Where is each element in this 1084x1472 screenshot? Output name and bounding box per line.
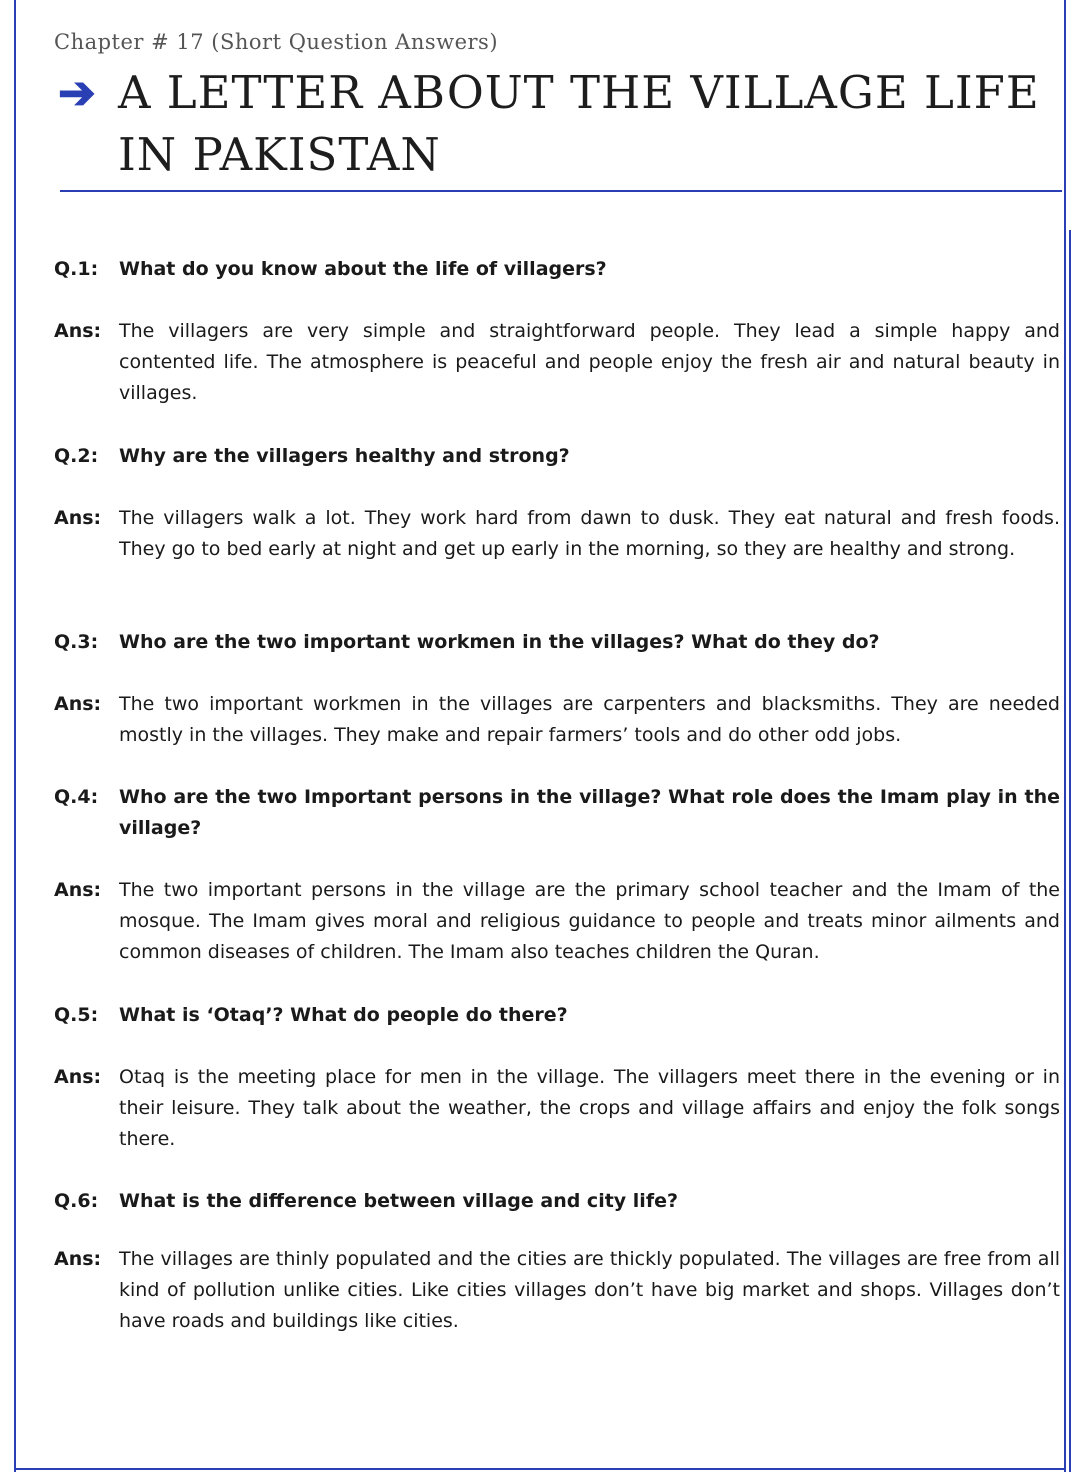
- title-line-1: [58, 62, 1040, 124]
- question-label: Q.2:: [54, 445, 99, 467]
- answer-2: [54, 503, 1060, 565]
- question-label: Q.4:: [54, 786, 99, 808]
- chapter-heading: Chapter # 17 (Short Question Answers): [54, 30, 499, 54]
- question-text: Who are the two important workmen in the villages? What do they do?: [119, 631, 880, 653]
- answer-5: [54, 1062, 1060, 1155]
- title-divider: [60, 190, 1062, 192]
- answer-label: Ans:: [54, 507, 102, 529]
- answer-6: [54, 1244, 1060, 1337]
- answer-4: [54, 875, 1060, 968]
- question-2: [54, 441, 1060, 472]
- answer-text: The villagers are very simple and straightforward people. They lead a simple happy and contented life. The atmosphere is peaceful and people enjoy the fresh air and natural beauty in villages.: [119, 320, 1060, 404]
- answer-3: [54, 689, 1060, 751]
- question-text: What is the difference between village and city life?: [119, 1190, 678, 1212]
- question-text: Who are the two Important persons in the village? What role does the Imam play in the village?: [119, 786, 1060, 839]
- answer-text: The villages are thinly populated and the cities are thickly populated. The villages are free from all kind of pollution unlike cities. Like cities villages don’t have big market and shops. Villages don’t have roads and buildings like cities.: [119, 1248, 1060, 1332]
- answer-text: The two important persons in the village are the primary school teacher and the Imam of the mosque. The Imam gives moral and religious guidance to people and treats minor ailments and common diseases of children. The Imam also teaches children the Quran.: [119, 879, 1060, 963]
- answer-label: Ans:: [54, 693, 102, 715]
- question-5: [54, 1000, 1060, 1031]
- question-label: Q.6:: [54, 1190, 99, 1212]
- answer-text: Otaq is the meeting place for men in the village. The villagers meet there in the evening or in their leisure. They talk about the weather, the crops and village affairs and enjoy the folk songs there.: [119, 1066, 1060, 1150]
- page-border-left: [14, 0, 16, 1472]
- answer-text: The villagers walk a lot. They work hard from dawn to dusk. They eat natural and fresh foods. They go to bed early at night and get up early in the morning, so they are healthy and strong.: [119, 507, 1060, 560]
- question-text: What do you know about the life of villagers?: [119, 258, 607, 280]
- question-6: [54, 1186, 1060, 1217]
- question-label: Q.5:: [54, 1004, 99, 1026]
- answer-label: Ans:: [54, 879, 102, 901]
- question-3: [54, 627, 1060, 658]
- title-line-2: IN PAKISTAN: [118, 128, 441, 181]
- page-border-right-inner: [1069, 230, 1071, 1472]
- question-label: Q.1:: [54, 258, 99, 280]
- question-text: What is ‘Otaq’? What do people do there?: [119, 1004, 568, 1026]
- page-border-right: [1064, 0, 1066, 1472]
- question-text: Why are the villagers healthy and strong?: [119, 445, 570, 467]
- question-label: Q.3:: [54, 631, 99, 653]
- answer-text: The two important workmen in the villages are carpenters and blacksmiths. They are needed mostly in the villages. They make and repair farmers’ tools and do other odd jobs.: [119, 693, 1060, 746]
- title-text-1: A LETTER ABOUT THE VILLAGE LIFE: [118, 66, 1040, 119]
- answer-label: Ans:: [54, 1066, 102, 1088]
- page-border-bottom: [14, 1468, 1066, 1470]
- page-title: [58, 62, 1040, 186]
- arrow-right-icon: ➔: [58, 66, 97, 119]
- question-4: [54, 782, 1060, 844]
- answer-label: Ans:: [54, 1248, 102, 1270]
- answer-1: [54, 316, 1060, 409]
- answer-label: Ans:: [54, 320, 102, 342]
- question-1: [54, 254, 1060, 285]
